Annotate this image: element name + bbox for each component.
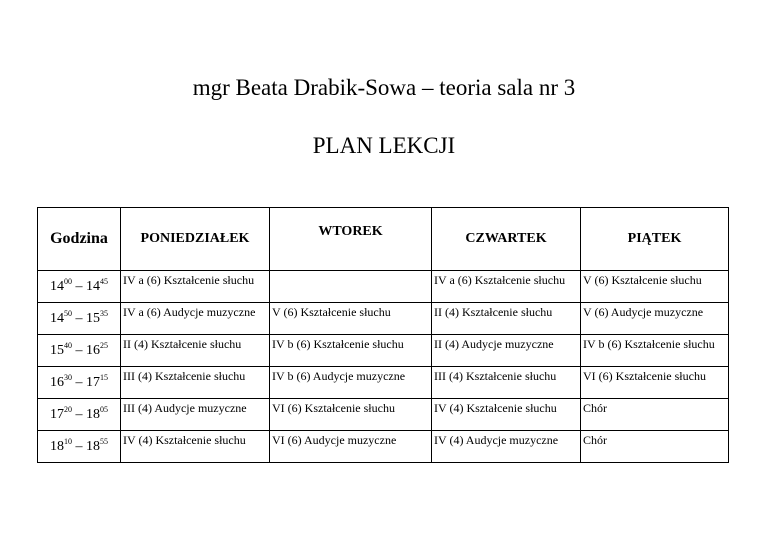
lesson-cell-czwartek: II (4) Kształcenie słuchu — [432, 303, 581, 335]
start-minute: 30 — [64, 372, 72, 382]
table-row — [38, 303, 729, 335]
time-dash: – — [75, 374, 83, 390]
time-dash: – — [75, 278, 83, 294]
lesson-cell-piatek: V (6) Audycje muzyczne — [581, 303, 729, 335]
column-header-poniedzialek: PONIEDZIAŁEK — [121, 208, 270, 271]
table-row — [38, 399, 729, 431]
lesson-cell-czwartek: II (4) Audycje muzyczne — [432, 335, 581, 367]
column-header-piatek: PIĄTEK — [581, 208, 729, 271]
time-cell — [38, 271, 121, 303]
end-minute: 45 — [100, 276, 108, 286]
time-cell — [38, 303, 121, 335]
table-row — [38, 431, 729, 463]
lesson-cell-czwartek: III (4) Kształcenie słuchu — [432, 367, 581, 399]
start-hour: 16 — [50, 374, 64, 390]
end-minute: 15 — [100, 372, 108, 382]
lesson-cell-czwartek: IV (4) Kształcenie słuchu — [432, 399, 581, 431]
document-subtitle: PLAN LEKCJI — [312, 133, 456, 158]
start-minute: 00 — [64, 276, 72, 286]
header-row — [38, 208, 729, 271]
start-minute: 40 — [64, 340, 72, 350]
end-minute: 25 — [100, 340, 108, 350]
lesson-cell-wtorek: IV b (6) Audycje muzyczne — [270, 367, 432, 399]
start-minute: 10 — [64, 436, 72, 446]
end-minute: 05 — [100, 404, 108, 414]
column-header-godzina: Godzina — [38, 208, 121, 271]
lesson-cell-poniedzialek: II (4) Kształcenie słuchu — [121, 335, 270, 367]
column-header-wtorek: WTOREK — [270, 208, 432, 271]
end-hour: 17 — [86, 374, 100, 390]
start-minute: 20 — [64, 404, 72, 414]
lesson-cell-wtorek: IV b (6) Kształcenie słuchu — [270, 335, 432, 367]
time-cell — [38, 335, 121, 367]
table-row — [38, 367, 729, 399]
time-dash: – — [75, 310, 83, 326]
lesson-cell-poniedzialek: III (4) Kształcenie słuchu — [121, 367, 270, 399]
start-minute: 50 — [64, 308, 72, 318]
lesson-cell-wtorek: VI (6) Audycje muzyczne — [270, 431, 432, 463]
start-hour: 15 — [50, 342, 64, 358]
lesson-cell-piatek: IV b (6) Kształcenie słuchu — [581, 335, 729, 367]
lesson-cell-czwartek: IV a (6) Kształcenie słuchu — [432, 271, 581, 303]
start-hour: 14 — [50, 310, 64, 326]
end-hour: 14 — [86, 278, 100, 294]
time-cell — [38, 367, 121, 399]
time-dash: – — [75, 438, 83, 454]
end-hour: 16 — [86, 342, 100, 358]
lesson-cell-piatek: Chór — [581, 431, 729, 463]
start-hour: 18 — [50, 438, 64, 454]
end-hour: 18 — [86, 438, 100, 454]
start-hour: 14 — [50, 278, 64, 294]
lesson-cell-wtorek: VI (6) Kształcenie słuchu — [270, 399, 432, 431]
table-row — [38, 271, 729, 303]
end-hour: 15 — [86, 310, 100, 326]
lesson-cell-poniedzialek: IV a (6) Kształcenie słuchu — [121, 271, 270, 303]
document-title: mgr Beata Drabik-Sowa – teoria sala nr 3 — [192, 75, 576, 100]
schedule-table — [37, 207, 729, 463]
start-hour: 17 — [50, 406, 64, 422]
end-minute: 55 — [100, 436, 108, 446]
time-dash: – — [75, 406, 83, 422]
lesson-cell-piatek: Chór — [581, 399, 729, 431]
lesson-cell-poniedzialek: IV a (6) Audycje muzyczne — [121, 303, 270, 335]
time-cell — [38, 399, 121, 431]
lesson-cell-wtorek: V (6) Kształcenie słuchu — [270, 303, 432, 335]
lesson-cell-czwartek: IV (4) Audycje muzyczne — [432, 431, 581, 463]
table-row — [38, 335, 729, 367]
lesson-cell-piatek: VI (6) Kształcenie słuchu — [581, 367, 729, 399]
lesson-cell-piatek: V (6) Kształcenie słuchu — [581, 271, 729, 303]
column-header-czwartek: CZWARTEK — [432, 208, 581, 271]
lesson-cell-poniedzialek: IV (4) Kształcenie słuchu — [121, 431, 270, 463]
end-minute: 35 — [100, 308, 108, 318]
time-dash: – — [75, 342, 83, 358]
lesson-cell-wtorek — [270, 271, 432, 303]
end-hour: 18 — [86, 406, 100, 422]
time-cell — [38, 431, 121, 463]
lesson-cell-poniedzialek: III (4) Audycje muzyczne — [121, 399, 270, 431]
